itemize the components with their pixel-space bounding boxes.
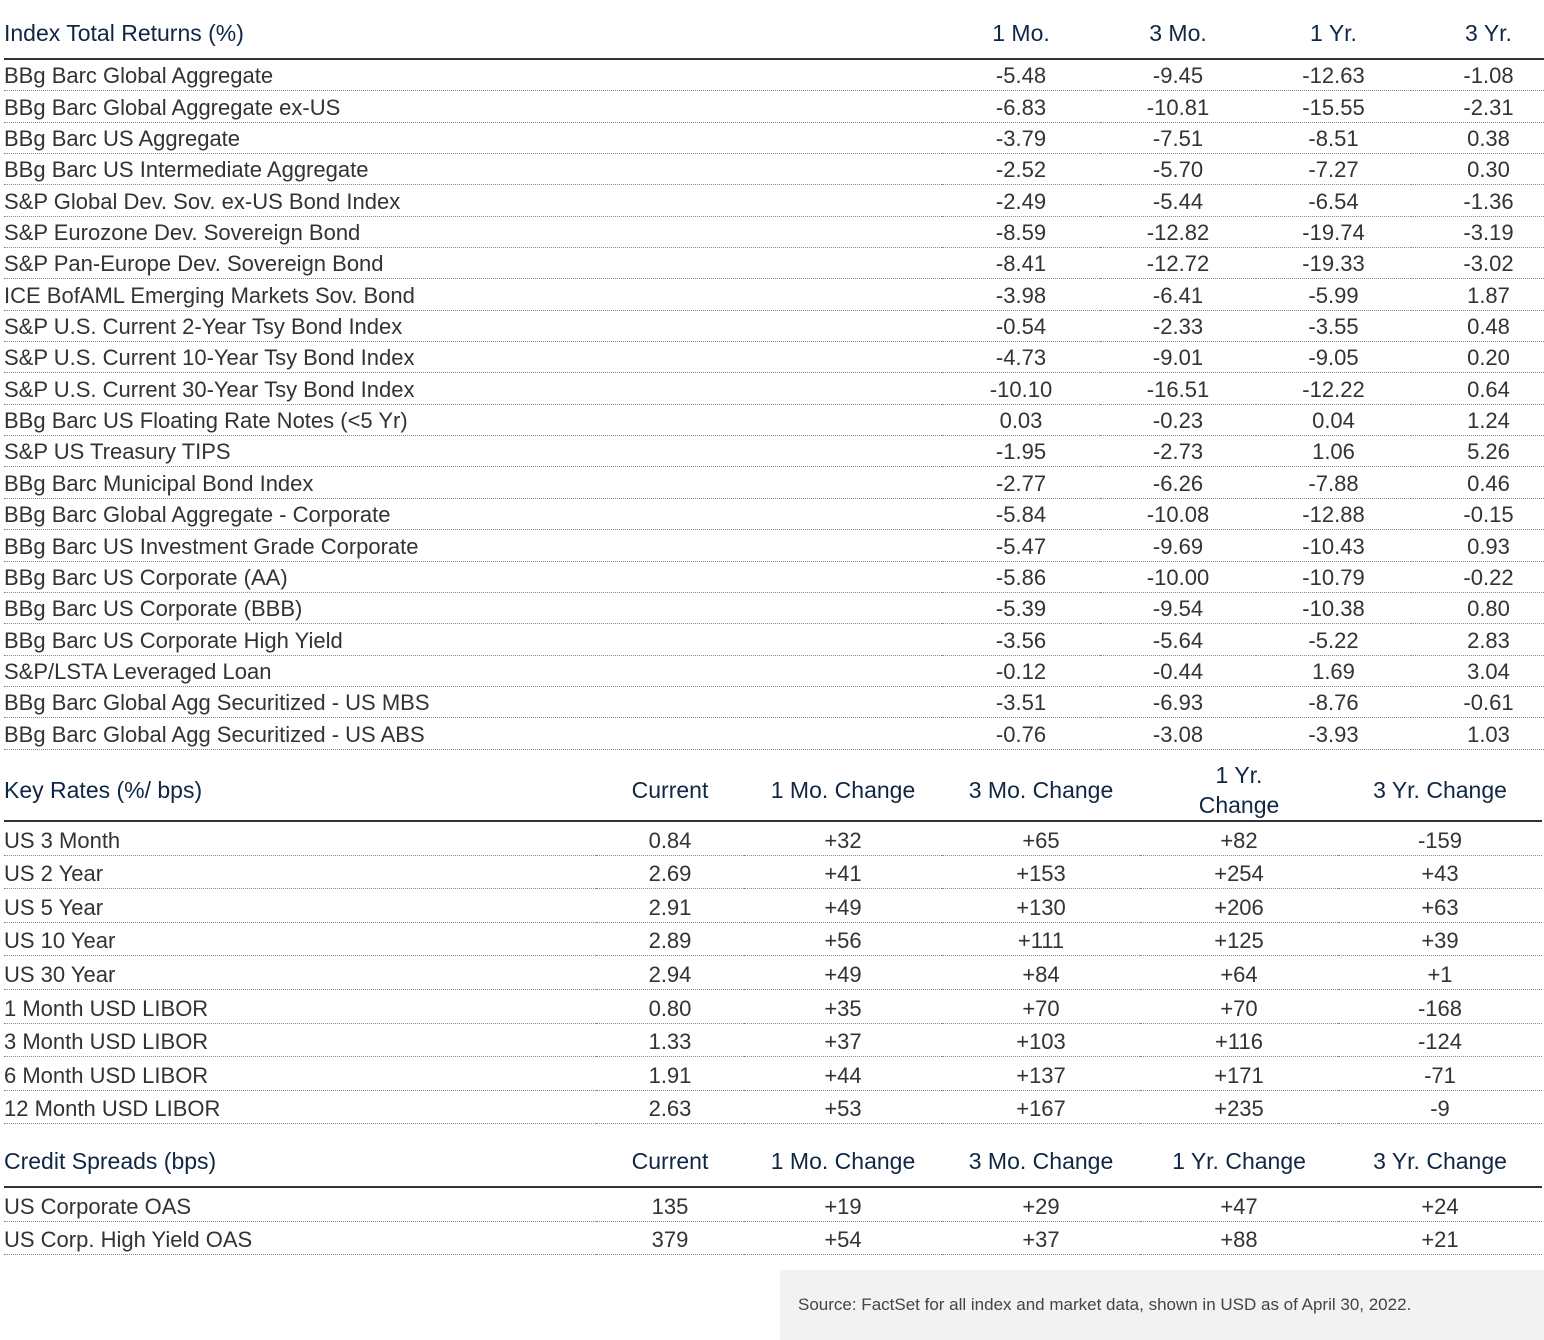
table-row <box>4 216 1544 247</box>
table-row <box>4 185 1544 216</box>
table-cell: 0.80 <box>1411 592 1544 623</box>
key-rates-table <box>4 760 1542 1124</box>
source-note-box <box>780 1270 1544 1340</box>
table-cell: -0.44 <box>1100 655 1256 686</box>
table-cell: 0.48 <box>1411 310 1544 341</box>
table-cell: +49 <box>744 889 942 923</box>
table-cell: -12.88 <box>1256 498 1411 529</box>
table-cell: 0.03 <box>942 404 1100 435</box>
table-cell: -168 <box>1338 989 1542 1023</box>
section-title: Index Total Returns (%) <box>4 8 942 59</box>
table-cell: +19 <box>744 1187 942 1221</box>
row-label: BBg Barc Global Agg Securitized - US MBS <box>4 686 942 717</box>
table-cell: -10.79 <box>1256 561 1411 592</box>
table-cell: -0.12 <box>942 655 1100 686</box>
table-cell: -0.15 <box>1411 498 1544 529</box>
row-label: 12 Month USD LIBOR <box>4 1090 596 1124</box>
column-header: 3 Mo. <box>1100 8 1256 59</box>
table-row <box>4 889 1542 923</box>
table-cell: -10.43 <box>1256 530 1411 561</box>
row-label: US 3 Month <box>4 821 596 855</box>
row-label: BBg Barc Global Aggregate ex-US <box>4 91 942 122</box>
column-header: Current <box>596 760 744 821</box>
row-label: US Corp. High Yield OAS <box>4 1221 596 1255</box>
table-cell: +47 <box>1140 1187 1338 1221</box>
table-cell: -10.08 <box>1100 498 1256 529</box>
table-cell: -7.88 <box>1256 467 1411 498</box>
table-cell: +63 <box>1338 889 1542 923</box>
table-cell: -15.55 <box>1256 91 1411 122</box>
section-title: Key Rates (%/ bps) <box>4 760 596 821</box>
table-cell: +44 <box>744 1057 942 1091</box>
table-cell: 0.80 <box>596 989 744 1023</box>
table-cell: -10.81 <box>1100 91 1256 122</box>
row-label: BBg Barc US Floating Rate Notes (<5 Yr) <box>4 404 942 435</box>
table-cell: -0.22 <box>1411 561 1544 592</box>
table-cell: +206 <box>1140 889 1338 923</box>
row-label: S&P U.S. Current 30-Year Tsy Bond Index <box>4 373 942 404</box>
table-row <box>4 373 1544 404</box>
table-row <box>4 436 1544 467</box>
table-cell: -2.73 <box>1100 436 1256 467</box>
table-cell: +103 <box>942 1023 1140 1057</box>
table-cell: 1.03 <box>1411 718 1544 749</box>
table-cell: -6.41 <box>1100 279 1256 310</box>
table-cell: 1.24 <box>1411 404 1544 435</box>
index-total-returns-table <box>4 8 1544 750</box>
row-label: US 5 Year <box>4 889 596 923</box>
row-label: S&P Eurozone Dev. Sovereign Bond <box>4 216 942 247</box>
table-cell: -10.00 <box>1100 561 1256 592</box>
table-cell: 5.26 <box>1411 436 1544 467</box>
table-cell: -5.84 <box>942 498 1100 529</box>
table-cell: -5.22 <box>1256 624 1411 655</box>
table-header-row <box>4 1136 1542 1187</box>
table-cell: -3.56 <box>942 624 1100 655</box>
table-row <box>4 248 1544 279</box>
table-row <box>4 122 1544 153</box>
table-cell: 2.69 <box>596 855 744 889</box>
table-cell: +137 <box>942 1057 1140 1091</box>
table-header-row <box>4 8 1544 59</box>
source-note: Source: FactSet for all index and market data, shown in USD as of April 30, 2022. <box>798 1295 1412 1314</box>
table-cell: +111 <box>942 922 1140 956</box>
table-cell: -9.05 <box>1256 342 1411 373</box>
table-cell: -124 <box>1338 1023 1542 1057</box>
table-cell: -2.77 <box>942 467 1100 498</box>
row-label: S&P US Treasury TIPS <box>4 436 942 467</box>
table-row <box>4 1023 1542 1057</box>
table-cell: 2.89 <box>596 922 744 956</box>
row-label: US Corporate OAS <box>4 1187 596 1221</box>
table-cell: -12.63 <box>1256 59 1411 91</box>
table-cell: +116 <box>1140 1023 1338 1057</box>
table-cell: 0.38 <box>1411 122 1544 153</box>
table-cell: -3.79 <box>942 122 1100 153</box>
table-row <box>4 561 1544 592</box>
table-row <box>4 1187 1542 1221</box>
table-cell: 1.91 <box>596 1057 744 1091</box>
table-cell: +235 <box>1140 1090 1338 1124</box>
table-cell: 135 <box>596 1187 744 1221</box>
table-row <box>4 91 1544 122</box>
table-cell: +37 <box>942 1221 1140 1255</box>
table-cell: -2.31 <box>1411 91 1544 122</box>
row-label: BBg Barc US Investment Grade Corporate <box>4 530 942 561</box>
table-cell: -8.51 <box>1256 122 1411 153</box>
table-cell: +39 <box>1338 922 1542 956</box>
table-cell: +29 <box>942 1187 1140 1221</box>
table-cell: +54 <box>744 1221 942 1255</box>
table-row <box>4 59 1544 91</box>
table-row <box>4 1221 1542 1255</box>
section-title: Credit Spreads (bps) <box>4 1136 596 1187</box>
table-cell: -7.51 <box>1100 122 1256 153</box>
column-header: 1 Mo. Change <box>744 760 942 821</box>
table-row <box>4 530 1544 561</box>
column-header: 1 Yr. <box>1256 8 1411 59</box>
table-cell: 0.84 <box>596 821 744 855</box>
row-label: BBg Barc US Corporate (BBB) <box>4 592 942 623</box>
table-row <box>4 154 1544 185</box>
row-label: 6 Month USD LIBOR <box>4 1057 596 1091</box>
credit-spreads-table <box>4 1136 1542 1255</box>
column-header: 1 Mo. <box>942 8 1100 59</box>
table-cell: -6.54 <box>1256 185 1411 216</box>
column-header: Current <box>596 1136 744 1187</box>
table-cell: -5.99 <box>1256 279 1411 310</box>
table-cell: -12.72 <box>1100 248 1256 279</box>
table-cell: -4.73 <box>942 342 1100 373</box>
table-cell: -3.98 <box>942 279 1100 310</box>
table-row <box>4 956 1542 990</box>
table-cell: -9.54 <box>1100 592 1256 623</box>
table-cell: +53 <box>744 1090 942 1124</box>
row-label: ICE BofAML Emerging Markets Sov. Bond <box>4 279 942 310</box>
table-cell: -10.10 <box>942 373 1100 404</box>
table-cell: 2.83 <box>1411 624 1544 655</box>
row-label: S&P U.S. Current 10-Year Tsy Bond Index <box>4 342 942 373</box>
table-cell: -3.02 <box>1411 248 1544 279</box>
table-cell: -0.54 <box>942 310 1100 341</box>
table-cell: -10.38 <box>1256 592 1411 623</box>
row-label: BBg Barc Global Aggregate <box>4 59 942 91</box>
table-cell: 379 <box>596 1221 744 1255</box>
table-cell: -3.19 <box>1411 216 1544 247</box>
table-cell: +125 <box>1140 922 1338 956</box>
table-cell: -159 <box>1338 821 1542 855</box>
table-row <box>4 922 1542 956</box>
table-cell: -8.41 <box>942 248 1100 279</box>
table-cell: -1.36 <box>1411 185 1544 216</box>
row-label: BBg Barc Municipal Bond Index <box>4 467 942 498</box>
table-cell: -9.01 <box>1100 342 1256 373</box>
row-label: BBg Barc US Aggregate <box>4 122 942 153</box>
row-label: 3 Month USD LIBOR <box>4 1023 596 1057</box>
row-label: S&P U.S. Current 2-Year Tsy Bond Index <box>4 310 942 341</box>
table-cell: +32 <box>744 821 942 855</box>
table-cell: -71 <box>1338 1057 1542 1091</box>
table-cell: -12.82 <box>1100 216 1256 247</box>
table-cell: -1.95 <box>942 436 1100 467</box>
table-row <box>4 404 1544 435</box>
table-cell: +254 <box>1140 855 1338 889</box>
table-cell: -16.51 <box>1100 373 1256 404</box>
table-cell: +88 <box>1140 1221 1338 1255</box>
table-cell: -2.33 <box>1100 310 1256 341</box>
row-label: BBg Barc US Corporate (AA) <box>4 561 942 592</box>
table-cell: 1.69 <box>1256 655 1411 686</box>
table-cell: -8.76 <box>1256 686 1411 717</box>
table-cell: +37 <box>744 1023 942 1057</box>
table-cell: 0.20 <box>1411 342 1544 373</box>
table-cell: -5.44 <box>1100 185 1256 216</box>
table-cell: +24 <box>1338 1187 1542 1221</box>
table-row <box>4 467 1544 498</box>
table-cell: +82 <box>1140 821 1338 855</box>
column-header: 3 Yr. Change <box>1338 1136 1542 1187</box>
table-row <box>4 592 1544 623</box>
table-row <box>4 498 1544 529</box>
column-header: 3 Yr. Change <box>1338 760 1542 821</box>
column-header: 3 Mo. Change <box>942 760 1140 821</box>
table-cell: -5.48 <box>942 59 1100 91</box>
table-cell: +56 <box>744 922 942 956</box>
table-row <box>4 1090 1542 1124</box>
table-cell: 1.06 <box>1256 436 1411 467</box>
table-cell: 2.63 <box>596 1090 744 1124</box>
table-cell: 0.04 <box>1256 404 1411 435</box>
table-cell: -8.59 <box>942 216 1100 247</box>
table-row <box>4 624 1544 655</box>
table-cell: -12.22 <box>1256 373 1411 404</box>
table-cell: -2.49 <box>942 185 1100 216</box>
table-cell: -9.45 <box>1100 59 1256 91</box>
table-cell: +84 <box>942 956 1140 990</box>
table-row <box>4 855 1542 889</box>
table-row <box>4 989 1542 1023</box>
table-cell: -6.26 <box>1100 467 1256 498</box>
table-cell: +130 <box>942 889 1140 923</box>
row-label: S&P Pan-Europe Dev. Sovereign Bond <box>4 248 942 279</box>
table-header-row <box>4 760 1542 821</box>
table-cell: -2.52 <box>942 154 1100 185</box>
table-cell: 2.94 <box>596 956 744 990</box>
table-cell: +153 <box>942 855 1140 889</box>
table-cell: -0.76 <box>942 718 1100 749</box>
table-cell: +43 <box>1338 855 1542 889</box>
table-cell: -0.23 <box>1100 404 1256 435</box>
table-cell: 1.33 <box>596 1023 744 1057</box>
row-label: US 30 Year <box>4 956 596 990</box>
row-label: S&P/LSTA Leveraged Loan <box>4 655 942 686</box>
column-header: 1 Mo. Change <box>744 1136 942 1187</box>
table-cell: +70 <box>1140 989 1338 1023</box>
table-row <box>4 342 1544 373</box>
table-row <box>4 718 1544 749</box>
table-cell: +21 <box>1338 1221 1542 1255</box>
row-label: S&P Global Dev. Sov. ex-US Bond Index <box>4 185 942 216</box>
row-label: US 2 Year <box>4 855 596 889</box>
column-header: 1 Yr. Change <box>1140 760 1338 821</box>
table-cell: +64 <box>1140 956 1338 990</box>
column-header: 3 Yr. <box>1411 8 1544 59</box>
table-cell: -3.08 <box>1100 718 1256 749</box>
row-label: 1 Month USD LIBOR <box>4 989 596 1023</box>
table-cell: -9.69 <box>1100 530 1256 561</box>
row-label: BBg Barc Global Agg Securitized - US ABS <box>4 718 942 749</box>
table-cell: -19.74 <box>1256 216 1411 247</box>
table-cell: -9 <box>1338 1090 1542 1124</box>
table-row <box>4 1057 1542 1091</box>
table-cell: +1 <box>1338 956 1542 990</box>
table-cell: -3.93 <box>1256 718 1411 749</box>
table-cell: -3.55 <box>1256 310 1411 341</box>
table-cell: 0.30 <box>1411 154 1544 185</box>
table-cell: +65 <box>942 821 1140 855</box>
table-cell: -5.70 <box>1100 154 1256 185</box>
table-cell: -5.86 <box>942 561 1100 592</box>
table-cell: -0.61 <box>1411 686 1544 717</box>
table-cell: +171 <box>1140 1057 1338 1091</box>
table-cell: -5.64 <box>1100 624 1256 655</box>
table-cell: +41 <box>744 855 942 889</box>
row-label: US 10 Year <box>4 922 596 956</box>
table-row <box>4 686 1544 717</box>
table-row <box>4 279 1544 310</box>
row-label: BBg Barc US Corporate High Yield <box>4 624 942 655</box>
column-header: 3 Mo. Change <box>942 1136 1140 1187</box>
table-cell: +35 <box>744 989 942 1023</box>
table-row <box>4 655 1544 686</box>
table-cell: 0.93 <box>1411 530 1544 561</box>
table-cell: +167 <box>942 1090 1140 1124</box>
table-cell: 0.46 <box>1411 467 1544 498</box>
table-cell: -6.93 <box>1100 686 1256 717</box>
table-cell: -19.33 <box>1256 248 1411 279</box>
table-row <box>4 310 1544 341</box>
table-row <box>4 821 1542 855</box>
table-cell: -7.27 <box>1256 154 1411 185</box>
table-cell: 3.04 <box>1411 655 1544 686</box>
column-header: 1 Yr. Change <box>1140 1136 1338 1187</box>
table-cell: 1.87 <box>1411 279 1544 310</box>
row-label: BBg Barc US Intermediate Aggregate <box>4 154 942 185</box>
table-cell: -5.47 <box>942 530 1100 561</box>
table-cell: +49 <box>744 956 942 990</box>
table-cell: -3.51 <box>942 686 1100 717</box>
table-cell: -1.08 <box>1411 59 1544 91</box>
table-cell: 0.64 <box>1411 373 1544 404</box>
table-cell: 2.91 <box>596 889 744 923</box>
table-cell: -5.39 <box>942 592 1100 623</box>
row-label: BBg Barc Global Aggregate - Corporate <box>4 498 942 529</box>
table-cell: -6.83 <box>942 91 1100 122</box>
table-cell: +70 <box>942 989 1140 1023</box>
